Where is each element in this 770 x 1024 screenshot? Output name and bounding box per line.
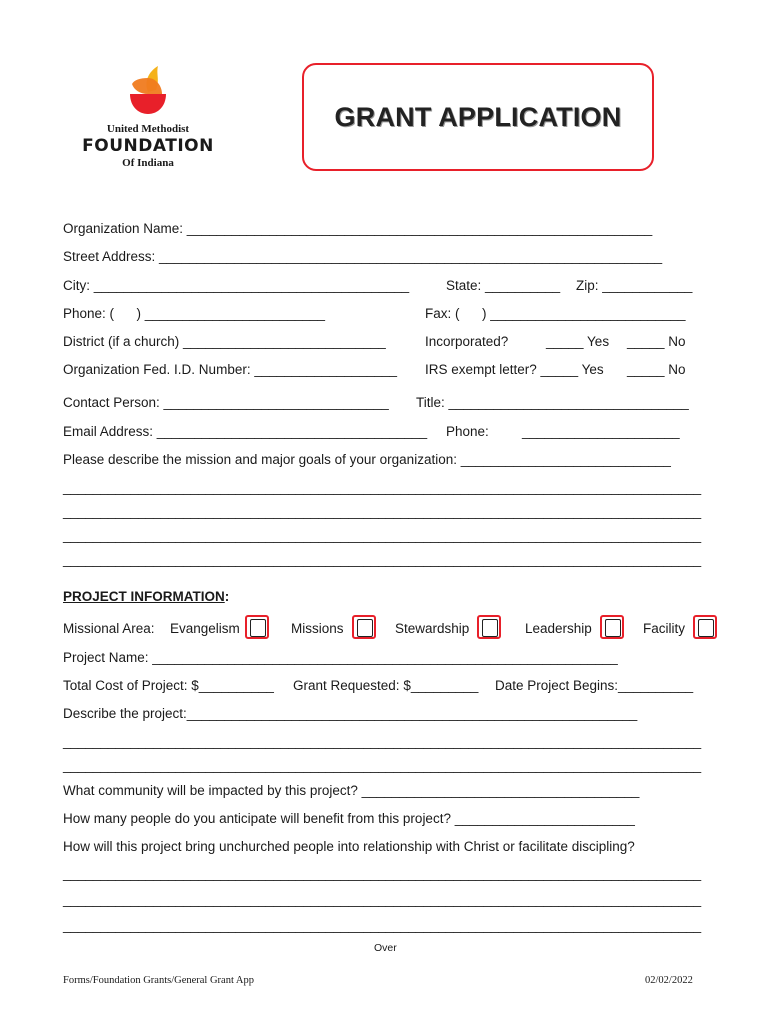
people-benefit-field[interactable]: How many people do you anticipate will benefit from this project? ________________________ <box>63 811 635 826</box>
incorporated-yes-field[interactable]: _____ Yes <box>546 334 610 349</box>
describe-project-field[interactable]: Describe the project:____________________________________________________________ <box>63 706 638 721</box>
facility-checkbox[interactable] <box>693 615 717 639</box>
mission-line[interactable]: _____________________________________________________________________________________ <box>63 552 702 567</box>
mission-line[interactable]: _____________________________________________________________________________________ <box>63 504 702 519</box>
footer-date: 02/02/2022 <box>645 975 693 986</box>
community-field[interactable]: What community will be impacted by this project? _____________________________________ <box>63 783 640 798</box>
logo-line-2: FOUNDATION <box>82 136 214 156</box>
footer-path: Forms/Foundation Grants/General Grant App <box>63 975 255 986</box>
unchurched-line[interactable]: _____________________________________________________________________________________ <box>63 892 702 907</box>
irs-exempt-yes-field[interactable]: IRS exempt letter? _____ Yes <box>425 362 604 377</box>
contact-title-field[interactable]: Title: ________________________________ <box>416 395 689 410</box>
describe-line[interactable]: _____________________________________________________________________________________ <box>63 758 702 773</box>
missional-area-label: Missional Area: <box>63 621 155 636</box>
project-heading-colon: : <box>224 589 230 604</box>
page-title: GRANT APPLICATION <box>334 101 622 132</box>
zip-field[interactable]: Zip: ____________ <box>576 278 693 293</box>
mission-line[interactable]: _____________________________________________________________________________________ <box>63 480 702 495</box>
grant-requested-field[interactable]: Grant Requested: $_________ <box>293 678 479 693</box>
project-heading <box>63 590 229 604</box>
area-label-stewardship: Stewardship <box>395 621 470 636</box>
evangelism-checkbox[interactable] <box>245 615 269 639</box>
email-field[interactable]: Email Address: ____________________________________ <box>63 424 428 439</box>
area-label-leadership: Leadership <box>525 621 592 636</box>
incorporated-label: Incorporated? <box>425 334 509 349</box>
logo-line-1: United Methodist <box>106 123 190 135</box>
irs-exempt-no-field[interactable]: _____ No <box>627 362 686 377</box>
describe-line[interactable]: _____________________________________________________________________________________ <box>63 734 702 749</box>
missions-checkbox[interactable] <box>352 615 376 639</box>
area-label-facility: Facility <box>643 621 686 636</box>
over-note: Over <box>374 942 397 954</box>
street-address-field[interactable]: Street Address: ___________________________________________________________________ <box>63 249 663 264</box>
mission-line[interactable]: _____________________________________________________________________________________ <box>63 528 702 543</box>
unchurched-question: How will this project bring unchurched people into relationship with Christ or facilitate discipling? <box>63 839 635 854</box>
leadership-checkbox[interactable] <box>600 615 624 639</box>
total-cost-field[interactable]: Total Cost of Project: $__________ <box>63 678 274 693</box>
incorporated-no-field[interactable]: _____ No <box>627 334 686 349</box>
logo-line-3: Of Indiana <box>122 157 174 169</box>
fax-field[interactable]: Fax: ( ) __________________________ <box>425 306 686 321</box>
project-name-field[interactable]: Project Name: ______________________________________________________________ <box>63 650 618 665</box>
mission-question[interactable]: Please describe the mission and major goals of your organization: ____________________________ <box>63 452 671 467</box>
foundation-logo <box>78 64 218 174</box>
title-box <box>302 63 654 171</box>
date-begins-field[interactable]: Date Project Begins:__________ <box>495 678 694 693</box>
unchurched-line[interactable]: _____________________________________________________________________________________ <box>63 918 702 933</box>
district-field[interactable]: District (if a church) ___________________________ <box>63 334 386 349</box>
flame-logo-icon <box>126 64 168 116</box>
org-name-field[interactable]: Organization Name: ______________________________________________________________ <box>63 221 653 236</box>
unchurched-line[interactable]: _____________________________________________________________________________________ <box>63 866 702 881</box>
phone-field[interactable]: Phone: ( ) ________________________ <box>63 306 325 321</box>
contact-person-field[interactable]: Contact Person: ______________________________ <box>63 395 389 410</box>
email-phone-label: Phone: <box>446 424 489 439</box>
city-field[interactable]: City: __________________________________________ <box>63 278 410 293</box>
area-label-missions: Missions <box>291 621 344 636</box>
email-phone-field[interactable]: _____________________ <box>522 424 680 439</box>
state-field[interactable]: State: __________ <box>446 278 561 293</box>
stewardship-checkbox[interactable] <box>477 615 501 639</box>
area-label-evangelism: Evangelism <box>170 621 240 636</box>
fed-id-field[interactable]: Organization Fed. I.D. Number: ___________________ <box>63 362 397 377</box>
project-heading-text: PROJECT INFORMATION <box>63 589 225 604</box>
